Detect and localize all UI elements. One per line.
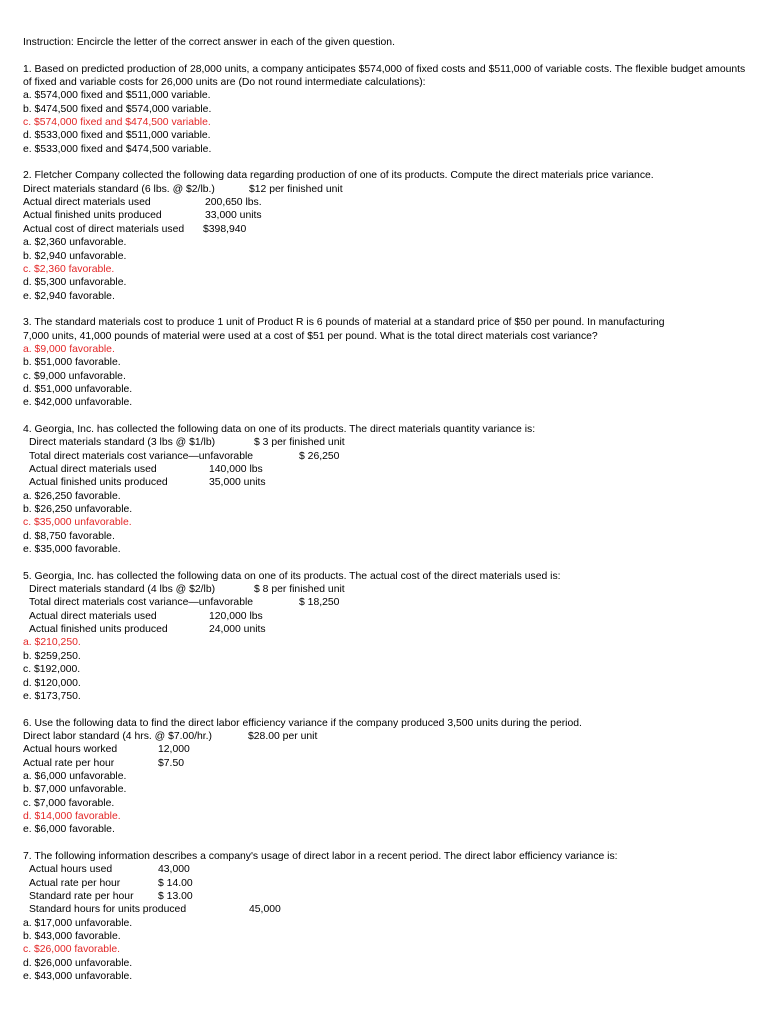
data-label: Standard hours for units produced xyxy=(29,904,187,916)
q5-option-b[interactable]: b. $259,250. xyxy=(23,650,81,662)
q5-option-a-answer[interactable]: a. $210,250. xyxy=(23,637,81,649)
q6-option-c[interactable]: c. $7,000 favorable. xyxy=(23,797,115,809)
data-row xyxy=(23,730,748,743)
data-label: Total direct materials cost variance—unfavorable xyxy=(29,450,254,462)
question-6 xyxy=(23,717,748,837)
question-4-text: 4. Georgia, Inc. has collected the following data on one of its products. The direct materials quantity variance is: xyxy=(23,423,536,435)
question-2-text: 2. Fletcher Company collected the following data regarding production of one of its products. Compute the direct materials price variance. xyxy=(23,170,654,182)
q3-option-a-answer[interactable]: a. $9,000 favorable. xyxy=(23,343,115,355)
question-3 xyxy=(23,316,748,409)
data-row xyxy=(23,196,748,209)
q4-option-a[interactable]: a. $26,250 favorable. xyxy=(23,490,121,502)
q2-option-a[interactable]: a. $2,360 unfavorable. xyxy=(23,237,127,249)
q1-option-b[interactable]: b. $474,500 fixed and $574,000 variable. xyxy=(23,103,212,115)
data-row xyxy=(23,877,748,890)
data-value: $ 18,250 xyxy=(299,597,340,609)
data-label: Actual hours worked xyxy=(23,744,118,756)
data-label: Direct labor standard (4 hrs. @ $7.00/hr.) xyxy=(23,730,213,742)
data-value: $398,940 xyxy=(203,223,247,235)
data-value: $ 26,250 xyxy=(299,450,340,462)
data-value: 24,000 units xyxy=(209,624,266,636)
data-value: 35,000 units xyxy=(209,477,266,489)
question-7 xyxy=(23,850,748,983)
q1-option-a[interactable]: a. $574,000 fixed and $511,000 variable. xyxy=(23,90,211,102)
data-row xyxy=(23,223,748,236)
q5-option-d[interactable]: d. $120,000. xyxy=(23,677,81,689)
q4-option-e[interactable]: e. $35,000 favorable. xyxy=(23,544,121,556)
data-label: Actual hours used xyxy=(29,864,113,876)
data-row xyxy=(23,890,748,903)
q6-option-b[interactable]: b. $7,000 unfavorable. xyxy=(23,784,127,796)
question-6-text: 6. Use the following data to find the direct labor efficiency variance if the company produced 3,500 units during the period. xyxy=(23,717,582,729)
q7-option-b[interactable]: b. $43,000 favorable. xyxy=(23,931,121,943)
data-label: Standard rate per hour xyxy=(29,891,134,902)
data-row xyxy=(23,436,748,449)
data-row xyxy=(23,450,748,463)
data-label: Direct materials standard (3 lbs @ $1/lb) xyxy=(29,437,216,449)
q7-option-a[interactable]: a. $17,000 unfavorable. xyxy=(23,917,133,929)
data-label: Direct materials standard (6 lbs. @ $2/lb.) xyxy=(23,183,215,195)
data-row xyxy=(23,209,748,222)
data-row xyxy=(23,623,748,636)
data-value: $28.00 per unit xyxy=(248,730,318,742)
data-value: 45,000 xyxy=(249,904,281,916)
data-value: $ 13.00 xyxy=(158,891,193,902)
document-page xyxy=(23,36,748,997)
q3-option-c[interactable]: c. $9,000 unfavorable. xyxy=(23,370,126,382)
data-label: Actual finished units produced xyxy=(29,624,168,636)
q2-option-b[interactable]: b. $2,940 unfavorable. xyxy=(23,250,127,262)
data-row xyxy=(23,757,748,770)
question-5 xyxy=(23,570,748,703)
q2-option-e[interactable]: e. $2,940 favorable. xyxy=(23,290,115,302)
data-value: 43,000 xyxy=(158,864,190,876)
data-label: Actual cost of direct materials used xyxy=(23,223,185,235)
data-row xyxy=(23,596,748,609)
data-label: Direct materials standard (4 lbs @ $2/lb) xyxy=(29,584,216,596)
data-row xyxy=(23,463,748,476)
data-label: Actual direct materials used xyxy=(29,610,157,622)
q2-option-c-answer[interactable]: c. $2,360 favorable. xyxy=(23,263,115,275)
q2-option-d[interactable]: d. $5,300 unfavorable. xyxy=(23,277,127,289)
q3-option-d[interactable]: d. $51,000 unfavorable. xyxy=(23,383,133,395)
data-label: Total direct materials cost variance—unfavorable xyxy=(29,597,254,609)
q3-option-b[interactable]: b. $51,000 favorable. xyxy=(23,357,121,369)
data-row xyxy=(23,476,748,489)
data-value: 200,650 lbs. xyxy=(205,197,262,209)
q4-option-d[interactable]: d. $8,750 favorable. xyxy=(23,530,115,542)
data-label: Actual rate per hour xyxy=(29,877,121,889)
data-row xyxy=(23,863,748,876)
q1-option-d[interactable]: d. $533,000 fixed and $511,000 variable. xyxy=(23,130,211,142)
instruction-text: Instruction: Encircle the letter of the correct answer in each of the given question. xyxy=(23,37,395,48)
question-3-text-line-2: 7,000 units, 41,000 pounds of material were used at a cost of $51 per pound. What is the total direct materials cost variance? xyxy=(23,330,598,342)
q4-option-b[interactable]: b. $26,250 unfavorable. xyxy=(23,504,133,516)
q3-option-e[interactable]: e. $42,000 unfavorable. xyxy=(23,397,133,409)
question-1 xyxy=(23,63,748,156)
data-label: Actual direct materials used xyxy=(23,197,151,209)
data-row xyxy=(23,610,748,623)
q6-option-a[interactable]: a. $6,000 unfavorable. xyxy=(23,770,127,782)
q1-option-c-answer[interactable]: c. $574,000 fixed and $474,500 variable. xyxy=(23,117,211,129)
question-3-text-line-1: 3. The standard materials cost to produce 1 unit of Product R is 6 pounds of material at a standard price of $50 per pound. In manufacturing xyxy=(23,317,665,329)
data-label: Actual finished units produced xyxy=(23,210,162,222)
question-2 xyxy=(23,169,748,302)
question-1-text: 1. Based on predicted production of 28,000 units, a company anticipates $574,000 of fixed costs and $511,000 of variable costs. The flexible budget amounts of fixed and variable costs for 26,000 units are (Do not round intermediate calculations): xyxy=(23,63,746,89)
question-4 xyxy=(23,423,748,556)
data-value: $7.50 xyxy=(158,757,185,769)
data-value: $ 8 per finished unit xyxy=(254,584,345,596)
data-value: 120,000 lbs xyxy=(209,610,263,622)
q7-option-d[interactable]: d. $26,000 unfavorable. xyxy=(23,957,133,969)
q7-option-e[interactable]: e. $43,000 unfavorable. xyxy=(23,971,133,983)
data-row xyxy=(23,183,748,196)
data-label: Actual direct materials used xyxy=(29,464,157,475)
data-row xyxy=(23,903,748,916)
q5-option-e[interactable]: e. $173,750. xyxy=(23,690,81,702)
data-value: 140,000 lbs xyxy=(209,464,263,475)
question-7-text: 7. The following information describes a company's usage of direct labor in a recent period. The direct labor efficiency variance is: xyxy=(23,850,618,862)
data-value: 12,000 xyxy=(158,744,190,756)
q5-option-c[interactable]: c. $192,000. xyxy=(23,664,81,676)
q6-option-e[interactable]: e. $6,000 favorable. xyxy=(23,824,115,836)
q4-option-c-answer[interactable]: c. $35,000 unfavorable. xyxy=(23,517,132,529)
data-value: $ 14.00 xyxy=(158,877,193,889)
data-value: 33,000 units xyxy=(205,210,262,222)
data-label: Actual rate per hour xyxy=(23,757,115,769)
q7-option-c-answer[interactable]: c. $26,000 favorable. xyxy=(23,944,121,956)
data-value: $12 per finished unit xyxy=(249,183,343,195)
question-5-text: 5. Georgia, Inc. has collected the following data on one of its products. The actual cost of the direct materials used is: xyxy=(23,570,561,582)
data-row xyxy=(23,583,748,596)
q1-option-e[interactable]: e. $533,000 fixed and $474,500 variable. xyxy=(23,143,212,155)
q6-option-d-answer[interactable]: d. $14,000 favorable. xyxy=(23,810,121,822)
data-row xyxy=(23,743,748,756)
data-value: $ 3 per finished unit xyxy=(254,437,345,449)
data-label: Actual finished units produced xyxy=(29,477,168,489)
